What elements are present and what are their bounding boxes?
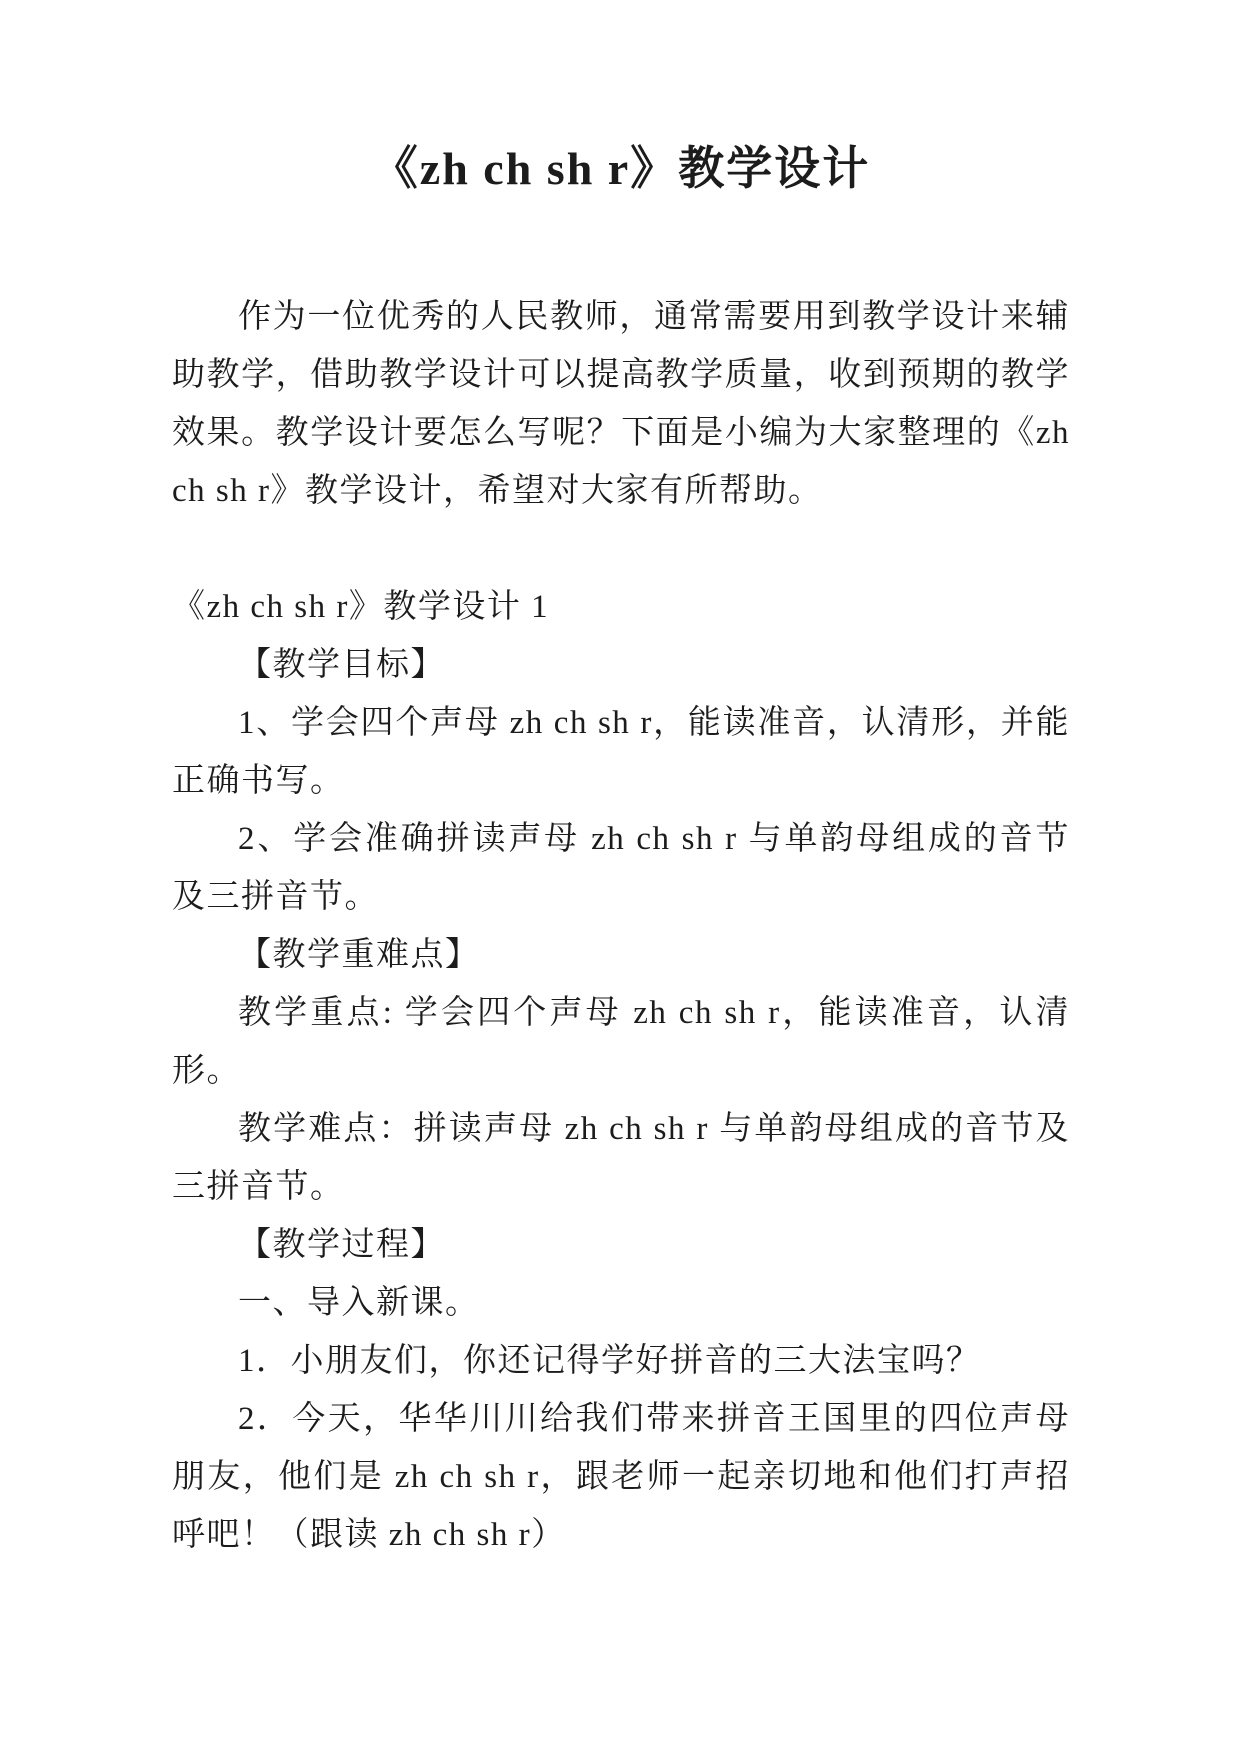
process-item-1: 1．小朋友们，你还记得学好拼音的三大法宝吗？ [238, 1343, 981, 1379]
objective-item-1: 1、学会四个声母 zh ch sh r，能读准音，认清形，并能正确书写。 [172, 705, 1070, 799]
heading-key-difficult-points: 【教学重难点】 [238, 937, 480, 973]
intro-paragraph: 作为一位优秀的人民教师，通常需要用到教学设计来辅助教学，借助教学设计可以提高教学质量，收到预期的教学效果。教学设计要怎么写呢？下面是小编为大家整理的《zh ch sh r》教学设计，希望对大家有所帮助。 [172, 299, 1070, 509]
heading-teaching-process: 【教学过程】 [238, 1227, 445, 1263]
teaching-key-point: 教学重点: 学会四个声母 zh ch sh r，能读准音，认清形。 [172, 995, 1070, 1089]
process-item-2: 2．今天，华华川川给我们带来拼音王国里的四位声母朋友，他们是 zh ch sh r，跟老师一起亲切地和他们打声招呼吧！（跟读 zh ch sh r） [172, 1401, 1070, 1553]
section-heading-design-1: 《zh ch sh r》教学设计 1 [172, 589, 550, 625]
objective-item-2: 2、学会准确拼读声母 zh ch sh r 与单韵母组成的音节及三拼音节。 [172, 821, 1070, 915]
process-step-intro-new-lesson: 一、导入新课。 [238, 1285, 480, 1321]
teaching-difficult-point: 教学难点：拼读声母 zh ch sh r 与单韵母组成的音节及三拼音节。 [172, 1111, 1070, 1205]
heading-teaching-objectives: 【教学目标】 [238, 647, 445, 683]
document-title: 《zh ch sh r》教学设计 [371, 143, 871, 194]
